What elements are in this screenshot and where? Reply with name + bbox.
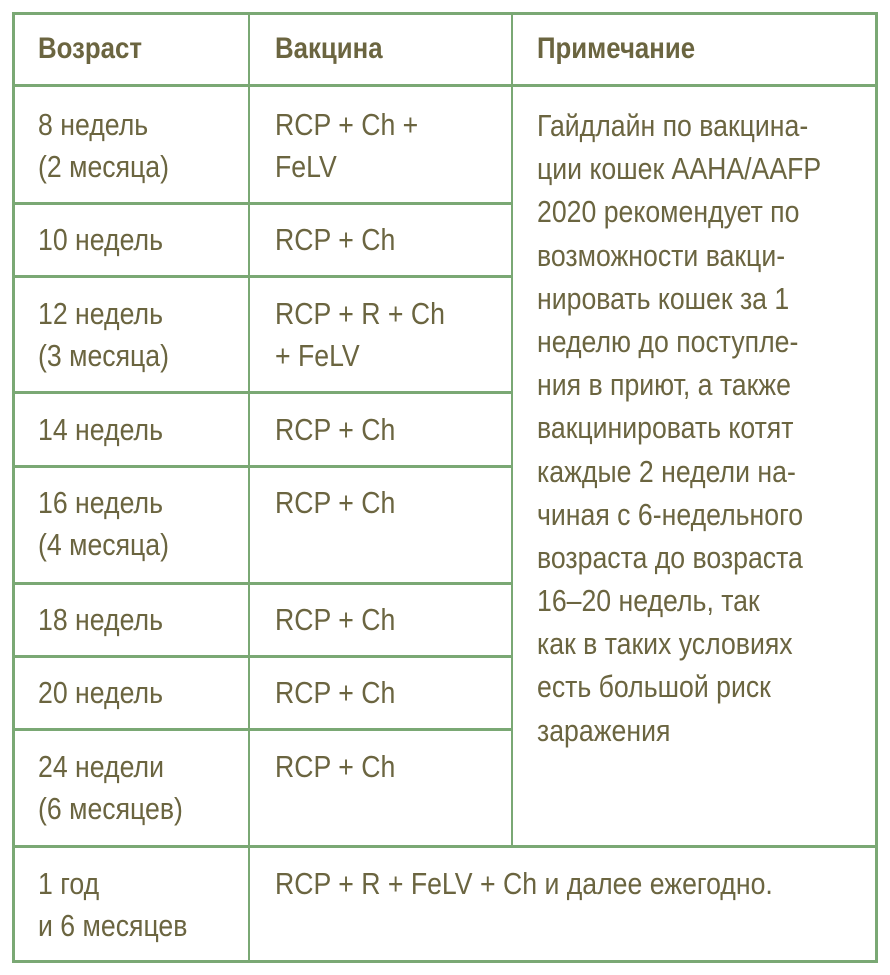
vaccine-cell-wide: RCP + R + FeLV + Ch и далее ежегодно.	[275, 866, 773, 901]
age-cell: 14 недель	[38, 412, 163, 447]
age-cell: 18 недель	[38, 602, 163, 637]
vaccine-cell: RCP + Ch	[275, 749, 396, 784]
header-vaccine: Вакцина	[275, 32, 383, 65]
header-age: Возраст	[38, 32, 142, 65]
row-divider	[12, 465, 512, 468]
vaccine-cell: RCP + Ch	[275, 602, 396, 637]
row-divider	[12, 84, 878, 87]
header-note: Примечание	[537, 32, 696, 65]
column-divider	[248, 12, 250, 963]
vaccine-cell: RCP + Ch	[275, 675, 396, 710]
row-divider	[12, 391, 512, 394]
column-divider	[511, 12, 513, 846]
note-text: Гайдлайн по вакцина- ции кошек AAHA/AAFP 2020 рекомендует по возможности вакци- нировать кошек за 1 неделю до поступле- ния в приют, а также вакцинировать котят каждые 2 недели на- чиная с 6-недельного возраста до возраста 16–20 недель, так как в таких условиях есть большой риск заражения	[537, 108, 822, 748]
row-divider	[12, 845, 878, 848]
row-divider	[12, 202, 512, 205]
age-cell: 24 недели (6 месяцев)	[38, 749, 183, 826]
vaccine-cell: RCP + Ch	[275, 222, 396, 257]
age-cell: 12 недель (3 месяца)	[38, 296, 170, 373]
vaccine-cell: RCP + R + Ch + FeLV	[275, 296, 445, 373]
age-cell: 20 недель	[38, 675, 163, 710]
vaccine-cell: RCP + Ch	[275, 485, 396, 520]
age-cell: 10 недель	[38, 222, 163, 257]
row-divider	[12, 582, 512, 585]
row-divider	[12, 275, 512, 278]
age-cell: 8 недель (2 месяца)	[38, 107, 170, 184]
age-cell: 16 недель (4 месяца)	[38, 485, 170, 562]
vaccine-cell: RCP + Ch + FeLV	[275, 107, 419, 184]
vaccine-cell: RCP + Ch	[275, 412, 396, 447]
age-cell: 1 год и 6 месяцев	[38, 866, 188, 943]
row-divider	[12, 655, 512, 658]
row-divider	[12, 728, 512, 731]
